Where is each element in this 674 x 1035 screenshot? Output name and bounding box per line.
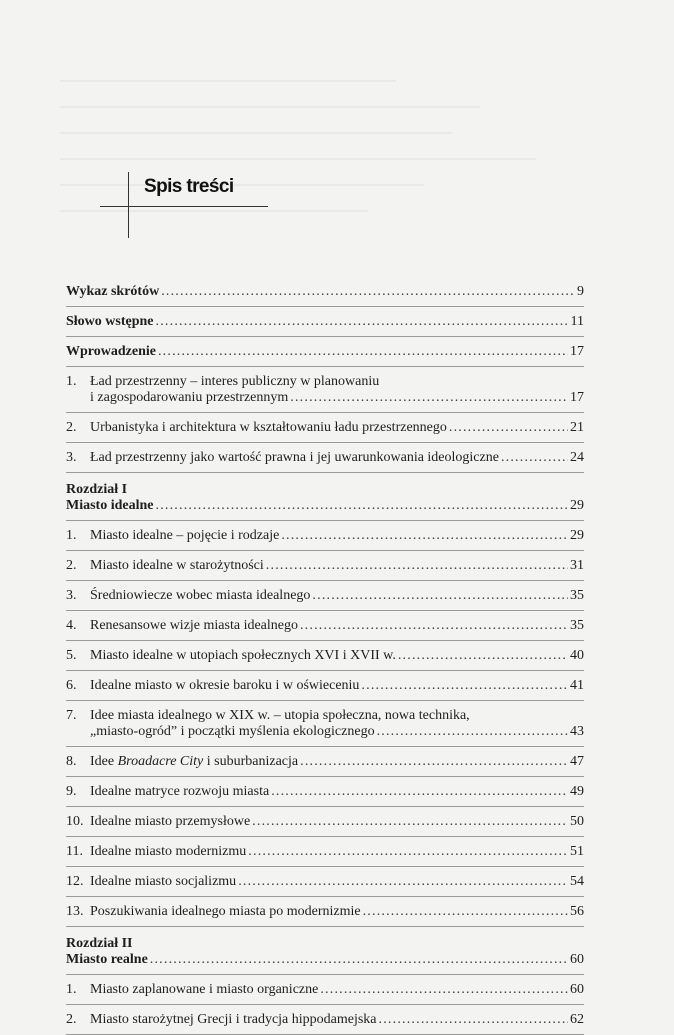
toc-entry-title: Wykaz skrótów [66,284,160,299]
divider [66,550,584,551]
leader-dots [161,284,575,300]
toc-page-number: 40 [570,648,584,663]
toc-entry-title [90,754,298,770]
leader-dots [252,814,568,830]
divider [66,700,584,701]
toc-entry-number: 1. [66,982,77,997]
toc-entry-ch1-12[interactable] [66,874,584,897]
toc-page-number: 43 [570,724,584,739]
toc-entry-title: Renesansowe wizje miasta idealnego [90,618,298,633]
toc-entry-title: Idealne miasto modernizmu [90,844,247,859]
toc-entry-ch1-10[interactable] [66,814,584,837]
chapter-label: Rozdział I [66,482,128,497]
toc-page-number: 51 [570,844,584,859]
chapter-title: Miasto idealne [66,498,154,513]
toc-entry-number: 1. [66,528,77,543]
title-part: i suburbanizacja [203,754,299,769]
leader-dots [377,724,568,740]
divider [66,926,584,927]
toc-entry-title-line2: „miasto-ogród” i początki myślenia ekologicznego [90,724,375,739]
toc-entry-title-line2: i zagospodarowaniu przestrzennym [90,390,289,405]
toc-entry-number: 3. [66,450,77,465]
toc-entry-title: Idealne matryce rozwoju miasta [90,784,270,799]
toc-entry-title-line1: Idee miasta idealnego w XIX w. – utopia społeczna, nowa technika, [90,708,470,723]
toc-chapter-2[interactable] [66,935,584,975]
toc-entry-intro-2[interactable] [66,420,584,443]
toc-page-number: 56 [570,904,584,919]
toc-entry-title: Miasto starożytnej Grecji i tradycja hippodamejska [90,1012,377,1027]
toc-entry-ch1-2[interactable] [66,558,584,581]
toc-entry-title: Urbanistyka i architektura w kształtowaniu ładu przestrzennego [90,420,447,435]
toc-page-number: 17 [570,390,584,405]
toc-entry-number: 10. [66,814,84,829]
leader-dots [156,314,569,330]
toc-entry-ch1-5[interactable] [66,648,584,671]
toc-entry-number: 4. [66,618,77,633]
toc-page-number: 47 [570,754,584,769]
toc-entry-ch1-9[interactable] [66,784,584,807]
leader-dots [300,618,568,634]
leader-dots [290,390,568,406]
toc-entry-number: 2. [66,1012,77,1027]
chapter-title: Miasto realne [66,952,148,967]
toc-entry-ch1-6[interactable] [66,678,584,701]
divider [66,306,584,307]
toc-entry-number: 3. [66,588,77,603]
toc-entry-ch1-4[interactable] [66,618,584,641]
divider [66,442,584,443]
leader-dots [312,588,568,604]
toc-entry-ch2-1[interactable] [66,982,584,1005]
toc-page-number: 24 [570,450,584,465]
toc-entry-title: Idealne miasto przemysłowe [90,814,251,829]
toc-entry-title: Miasto idealne w utopiach społecznych XVI i XVII w. [90,648,396,663]
leader-dots [156,498,569,514]
toc-entry-number: 5. [66,648,77,663]
crosshair-vertical-line [128,172,129,238]
toc-page-number: 29 [570,528,584,543]
page-title: Spis treści [144,176,234,197]
toc-entry-ch1-7[interactable] [66,708,584,747]
leader-dots [398,648,568,664]
toc-entry-number: 8. [66,754,77,769]
toc-page-number: 54 [570,874,584,889]
toc-page-number: 35 [570,618,584,633]
toc-entry-wprowadzenie[interactable] [66,344,584,367]
toc-entry-title: Idealne miasto socjalizmu [90,874,237,889]
leader-dots [361,678,568,694]
divider [66,670,584,671]
title-part: Idee [90,754,118,769]
leader-dots [266,558,568,574]
toc-page-number: 9 [577,284,584,299]
crosshair-horizontal-line [100,206,268,207]
leader-dots [379,1012,568,1028]
toc-entry-ch1-1[interactable] [66,528,584,551]
leader-dots [501,450,568,466]
toc-page-number: 11 [570,314,584,329]
divider [66,974,584,975]
divider [66,806,584,807]
toc-entry-ch2-2[interactable] [66,1012,584,1035]
toc-entry-number: 1. [66,374,77,389]
toc-page-number: 50 [570,814,584,829]
divider [66,640,584,641]
toc-entry-number: 6. [66,678,77,693]
toc-entry-title: Słowo wstępne [66,314,154,329]
toc-entry-title: Idealne miasto w okresie baroku i w oświeceniu [90,678,360,693]
leader-dots [449,420,568,436]
leader-dots [238,874,568,890]
toc-entry-number: 11. [66,844,83,859]
toc-page-number: 49 [570,784,584,799]
leader-dots [248,844,568,860]
toc-entry-number: 2. [66,558,77,573]
table-of-contents [66,284,584,1035]
toc-entry-number: 12. [66,874,84,889]
divider [66,366,584,367]
toc-entry-title: Miasto idealne – pojęcie i rodzaje [90,528,280,543]
toc-entry-number: 9. [66,784,77,799]
toc-entry-title: Wprowadzenie [66,344,156,359]
toc-entry-ch1-8[interactable] [66,754,584,777]
toc-entry-ch1-11[interactable] [66,844,584,867]
toc-page-number: 21 [570,420,584,435]
divider [66,776,584,777]
chapter-label: Rozdział II [66,936,133,951]
toc-page-number: 60 [570,982,584,997]
toc-entry-wykaz[interactable] [66,284,584,307]
divider [66,836,584,837]
toc-entry-title: Poszukiwania idealnego miasta po modernizmie [90,904,361,919]
divider [66,412,584,413]
toc-page-number: 41 [570,678,584,693]
divider [66,746,584,747]
toc-entry-ch1-13[interactable] [66,904,584,927]
toc-entry-title: Miasto zaplanowane i miasto organiczne [90,982,319,997]
leader-dots [363,904,568,920]
toc-entry-ch1-3[interactable] [66,588,584,611]
leader-dots [300,754,568,770]
leader-dots [150,952,568,968]
leader-dots [320,982,568,998]
toc-entry-slowo[interactable] [66,314,584,337]
leader-dots [271,784,568,800]
divider [66,580,584,581]
toc-entry-number: 2. [66,420,77,435]
toc-page-number: 17 [570,344,584,359]
divider [66,866,584,867]
divider [66,472,584,473]
leader-dots [158,344,568,360]
divider [66,336,584,337]
toc-entry-number: 7. [66,708,77,723]
divider [66,896,584,897]
toc-entry-intro-1[interactable] [66,374,584,413]
toc-page-number: 60 [570,952,584,967]
toc-page-number: 62 [570,1012,584,1027]
toc-entry-title: Średniowiecze wobec miasta idealnego [90,588,311,603]
toc-page-number: 35 [570,588,584,603]
divider [66,1004,584,1005]
toc-entry-intro-3[interactable] [66,450,584,473]
toc-chapter-1[interactable] [66,481,584,521]
toc-entry-number: 13. [66,904,84,919]
toc-entry-title-line1: Ład przestrzenny – interes publiczny w planowaniu [90,374,380,389]
toc-entry-title: Ład przestrzenny jako wartość prawna i jej uwarunkowania ideologiczne [90,450,499,465]
divider [66,610,584,611]
toc-page-number: 31 [570,558,584,573]
title-italic-part: Broadacre City [117,754,204,769]
divider [66,520,584,521]
toc-entry-title: Miasto idealne w starożytności [90,558,264,573]
toc-page-number: 29 [570,498,584,513]
leader-dots [281,528,568,544]
